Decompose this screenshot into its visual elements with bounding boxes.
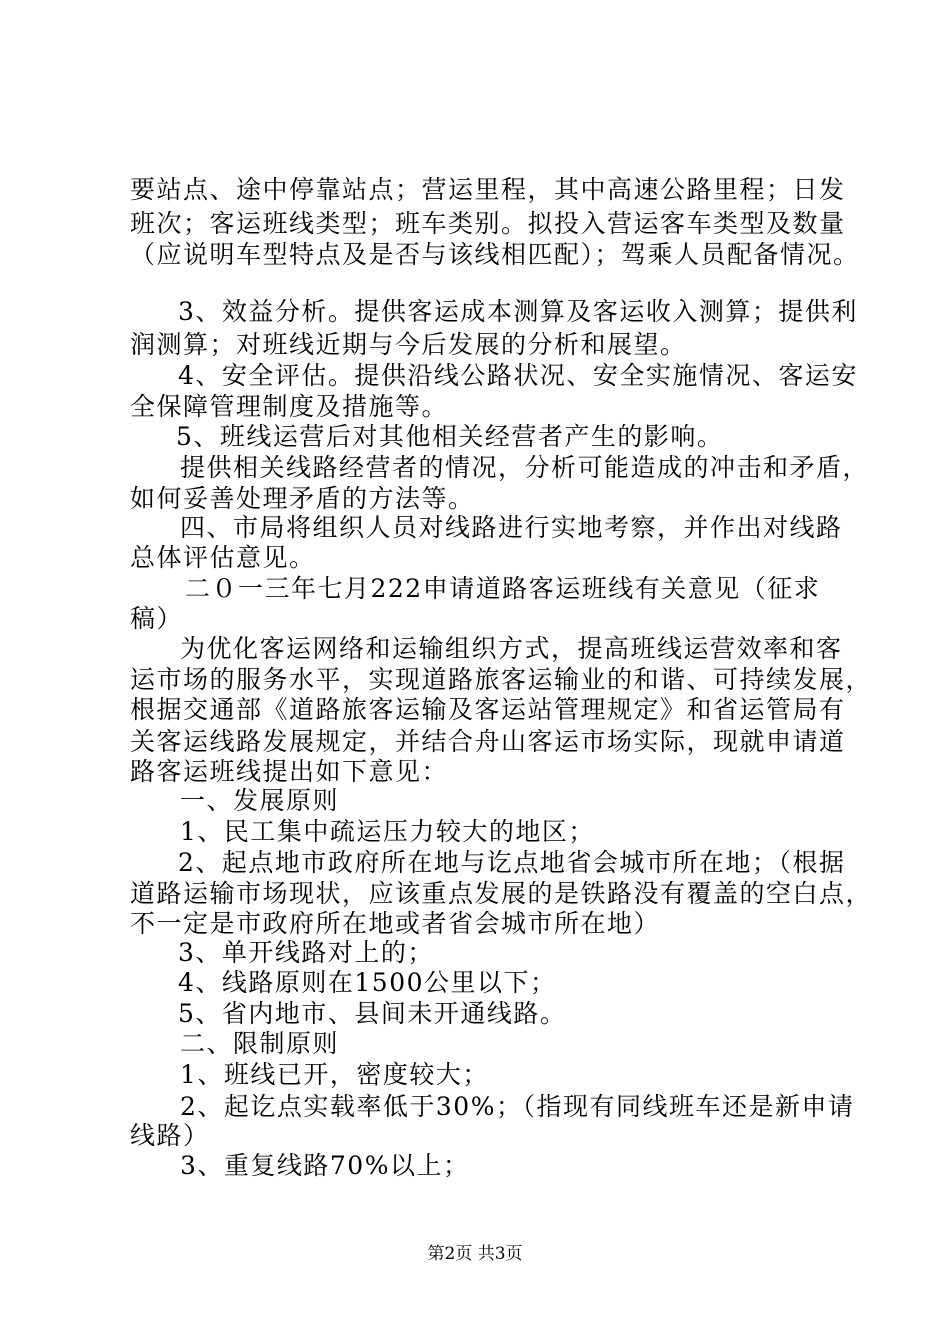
page-footer: 第2页 共3页 <box>427 1244 523 1264</box>
text-line: 要站点、途中停靠站点；营运里程，其中高速公路里程；日发 <box>130 175 846 204</box>
text-line: 润测算；对班线近期与今后发展的分析和展望。 <box>130 330 687 359</box>
text-line: 二０一三年七月222申请道路客运班线有关意见（征求 <box>185 574 821 603</box>
text-line: 班次；客运班线类型；班车类别。拟投入营运客车类型及数量 <box>130 209 846 238</box>
text-line: 关客运线路发展规定，并结合舟山客运市场实际，现就申请道 <box>130 727 846 756</box>
text-line: 4、线路原则在1500公里以下； <box>178 968 557 997</box>
text-line: 路客运班线提出如下意见： <box>130 757 449 786</box>
text-line: 2、起点地市政府所在地与讫点地省会城市所在地；（根据 <box>178 848 846 877</box>
text-line: 3、效益分析。提供客运成本测算及客运收入测算；提供利 <box>178 297 858 326</box>
text-line: 线路） <box>130 1121 210 1150</box>
text-line: 二、限制原则 <box>180 1029 340 1058</box>
text-line: 总体评估意见。 <box>130 543 316 572</box>
text-line: 2、起讫点实载率低于30%；（指现有同线班车还是新申请 <box>180 1092 855 1121</box>
text-line: 5、省内地市、县间未开通线路。 <box>178 999 567 1028</box>
text-line: 3、单开线路对上的； <box>178 938 434 967</box>
text-line: 5、班线运营后对其他相关经营者产生的影响。 <box>176 422 724 451</box>
text-line: 为优化客运网络和运输组织方式，提高班线运营效率和客 <box>180 634 843 663</box>
text-line: 1、民工集中疏运压力较大的地区； <box>180 817 595 846</box>
text-line: 4、安全评估。提供沿线公路状况、安全实施情况、客运安 <box>178 361 858 390</box>
text-line: 道路运输市场现状，应该重点发展的是铁路没有覆盖的空白点， <box>130 879 873 908</box>
text-line: 稿） <box>130 604 184 633</box>
text-line: （应说明车型特点及是否与该线相匹配）；驾乘人员配备情况。 <box>130 240 860 269</box>
text-line: 运市场的服务水平，实现道路旅客运输业的和谐、可持续发展， <box>130 665 873 694</box>
text-line: 3、重复线路70%以上； <box>180 1151 470 1180</box>
text-line: 一、发展原则 <box>180 786 340 815</box>
text-line: 提供相关线路经营者的情况，分析可能造成的冲击和矛盾， <box>180 453 870 482</box>
text-line: 不一定是市政府所在地或者省会城市所在地） <box>130 909 661 938</box>
text-line: 根据交通部《道路旅客运输及客运站管理规定》和省运管局有 <box>130 695 846 724</box>
text-line: 四、市局将组织人员对线路进行实地考察，并作出对线路 <box>180 513 843 542</box>
text-line: 全保障管理制度及措施等。 <box>130 392 449 421</box>
text-line: 1、班线已开，密度较大； <box>180 1060 489 1089</box>
text-line: 如何妥善处理矛盾的方法等。 <box>130 484 475 513</box>
